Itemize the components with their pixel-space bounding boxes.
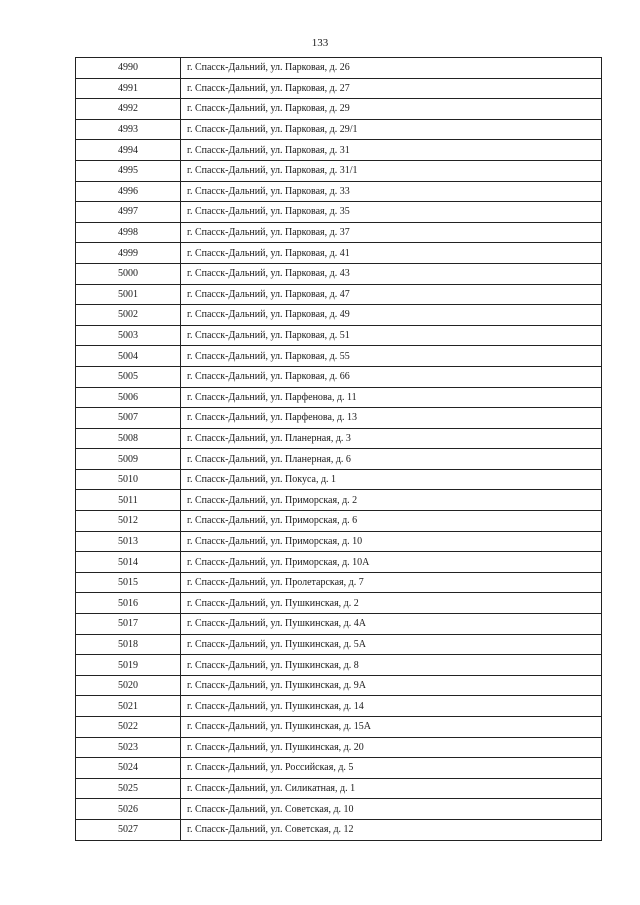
row-number-cell: 4992 xyxy=(76,99,181,120)
table-row xyxy=(76,140,602,161)
row-number-cell: 5012 xyxy=(76,511,181,532)
row-number-cell: 5002 xyxy=(76,305,181,326)
address-cell: г. Спасск-Дальний, ул. Пушкинская, д. 2 xyxy=(181,593,602,614)
table-row xyxy=(76,655,602,676)
row-number-cell: 5009 xyxy=(76,449,181,470)
row-number-cell: 5024 xyxy=(76,758,181,779)
address-cell: г. Спасск-Дальний, ул. Пушкинская, д. 20 xyxy=(181,737,602,758)
address-cell: г. Спасск-Дальний, ул. Парковая, д. 29 xyxy=(181,99,602,120)
row-number-cell: 5005 xyxy=(76,366,181,387)
address-cell: г. Спасск-Дальний, ул. Парковая, д. 49 xyxy=(181,305,602,326)
table-row xyxy=(76,469,602,490)
address-table-body xyxy=(76,58,602,841)
table-row xyxy=(76,222,602,243)
row-number-cell: 5027 xyxy=(76,819,181,840)
address-table xyxy=(75,57,602,841)
address-cell: г. Спасск-Дальний, ул. Силикатная, д. 1 xyxy=(181,778,602,799)
table-row xyxy=(76,799,602,820)
row-number-cell: 5008 xyxy=(76,428,181,449)
table-row xyxy=(76,181,602,202)
row-number-cell: 5001 xyxy=(76,284,181,305)
table-row xyxy=(76,675,602,696)
address-cell: г. Спасск-Дальний, ул. Парковая, д. 35 xyxy=(181,202,602,223)
row-number-cell: 5015 xyxy=(76,572,181,593)
address-cell: г. Спасск-Дальний, ул. Парковая, д. 29/1 xyxy=(181,119,602,140)
table-row xyxy=(76,758,602,779)
row-number-cell: 4999 xyxy=(76,243,181,264)
address-cell: г. Спасск-Дальний, ул. Парковая, д. 31 xyxy=(181,140,602,161)
row-number-cell: 5016 xyxy=(76,593,181,614)
address-cell: г. Спасск-Дальний, ул. Парковая, д. 41 xyxy=(181,243,602,264)
table-row xyxy=(76,284,602,305)
address-cell: г. Спасск-Дальний, ул. Пушкинская, д. 5А xyxy=(181,634,602,655)
address-cell: г. Спасск-Дальний, ул. Советская, д. 10 xyxy=(181,799,602,820)
address-cell: г. Спасск-Дальний, ул. Пушкинская, д. 8 xyxy=(181,655,602,676)
row-number-cell: 4993 xyxy=(76,119,181,140)
address-cell: г. Спасск-Дальний, ул. Парковая, д. 47 xyxy=(181,284,602,305)
table-row xyxy=(76,160,602,181)
row-number-cell: 4996 xyxy=(76,181,181,202)
table-row xyxy=(76,449,602,470)
table-row xyxy=(76,819,602,840)
row-number-cell: 5022 xyxy=(76,717,181,738)
row-number-cell: 5018 xyxy=(76,634,181,655)
address-cell: г. Спасск-Дальний, ул. Пушкинская, д. 15А xyxy=(181,717,602,738)
table-row xyxy=(76,696,602,717)
row-number-cell: 5023 xyxy=(76,737,181,758)
row-number-cell: 5004 xyxy=(76,346,181,367)
table-row xyxy=(76,511,602,532)
row-number-cell: 5025 xyxy=(76,778,181,799)
row-number-cell: 5019 xyxy=(76,655,181,676)
table-row xyxy=(76,614,602,635)
address-cell: г. Спасск-Дальний, ул. Парковая, д. 31/1 xyxy=(181,160,602,181)
row-number-cell: 5026 xyxy=(76,799,181,820)
table-row xyxy=(76,737,602,758)
address-cell: г. Спасск-Дальний, ул. Пролетарская, д. 7 xyxy=(181,572,602,593)
table-row xyxy=(76,305,602,326)
address-cell: г. Спасск-Дальний, ул. Парфенова, д. 11 xyxy=(181,387,602,408)
row-number-cell: 5017 xyxy=(76,614,181,635)
address-cell: г. Спасск-Дальний, ул. Приморская, д. 2 xyxy=(181,490,602,511)
address-cell: г. Спасск-Дальний, ул. Приморская, д. 10 xyxy=(181,531,602,552)
row-number-cell: 4995 xyxy=(76,160,181,181)
row-number-cell: 5000 xyxy=(76,263,181,284)
table-row xyxy=(76,387,602,408)
address-cell: г. Спасск-Дальний, ул. Приморская, д. 10А xyxy=(181,552,602,573)
address-cell: г. Спасск-Дальний, ул. Советская, д. 12 xyxy=(181,819,602,840)
address-cell: г. Спасск-Дальний, ул. Парковая, д. 66 xyxy=(181,366,602,387)
table-row xyxy=(76,408,602,429)
address-cell: г. Спасск-Дальний, ул. Российская, д. 5 xyxy=(181,758,602,779)
page-number: 133 xyxy=(311,37,329,49)
address-cell: г. Спасск-Дальний, ул. Парфенова, д. 13 xyxy=(181,408,602,429)
table-row xyxy=(76,346,602,367)
table-row xyxy=(76,263,602,284)
address-cell: г. Спасск-Дальний, ул. Пушкинская, д. 9А xyxy=(181,675,602,696)
address-cell: г. Спасск-Дальний, ул. Пушкинская, д. 14 xyxy=(181,696,602,717)
table-row xyxy=(76,202,602,223)
row-number-cell: 5003 xyxy=(76,325,181,346)
table-row xyxy=(76,99,602,120)
table-row xyxy=(76,490,602,511)
address-cell: г. Спасск-Дальний, ул. Планерная, д. 3 xyxy=(181,428,602,449)
address-cell: г. Спасск-Дальний, ул. Приморская, д. 6 xyxy=(181,511,602,532)
row-number-cell: 4991 xyxy=(76,78,181,99)
address-cell: г. Спасск-Дальний, ул. Покуса, д. 1 xyxy=(181,469,602,490)
row-number-cell: 4990 xyxy=(76,58,181,79)
row-number-cell: 4997 xyxy=(76,202,181,223)
table-row xyxy=(76,428,602,449)
table-row xyxy=(76,119,602,140)
row-number-cell: 5021 xyxy=(76,696,181,717)
row-number-cell: 5020 xyxy=(76,675,181,696)
address-cell: г. Спасск-Дальний, ул. Пушкинская, д. 4А xyxy=(181,614,602,635)
table-row xyxy=(76,593,602,614)
table-row xyxy=(76,778,602,799)
address-cell: г. Спасск-Дальний, ул. Планерная, д. 6 xyxy=(181,449,602,470)
address-cell: г. Спасск-Дальний, ул. Парковая, д. 51 xyxy=(181,325,602,346)
row-number-cell: 4994 xyxy=(76,140,181,161)
table-row xyxy=(76,366,602,387)
address-cell: г. Спасск-Дальний, ул. Парковая, д. 26 xyxy=(181,58,602,79)
table-row xyxy=(76,572,602,593)
row-number-cell: 5006 xyxy=(76,387,181,408)
table-row xyxy=(76,325,602,346)
table-row xyxy=(76,243,602,264)
row-number-cell: 5014 xyxy=(76,552,181,573)
row-number-cell: 5013 xyxy=(76,531,181,552)
row-number-cell: 5010 xyxy=(76,469,181,490)
address-cell: г. Спасск-Дальний, ул. Парковая, д. 55 xyxy=(181,346,602,367)
table-row xyxy=(76,78,602,99)
address-cell: г. Спасск-Дальний, ул. Парковая, д. 37 xyxy=(181,222,602,243)
table-row xyxy=(76,531,602,552)
row-number-cell: 4998 xyxy=(76,222,181,243)
address-cell: г. Спасск-Дальний, ул. Парковая, д. 33 xyxy=(181,181,602,202)
address-cell: г. Спасск-Дальний, ул. Парковая, д. 43 xyxy=(181,263,602,284)
table-row xyxy=(76,634,602,655)
address-cell: г. Спасск-Дальний, ул. Парковая, д. 27 xyxy=(181,78,602,99)
row-number-cell: 5011 xyxy=(76,490,181,511)
table-row xyxy=(76,552,602,573)
row-number-cell: 5007 xyxy=(76,408,181,429)
table-row xyxy=(76,717,602,738)
table-row xyxy=(76,58,602,79)
